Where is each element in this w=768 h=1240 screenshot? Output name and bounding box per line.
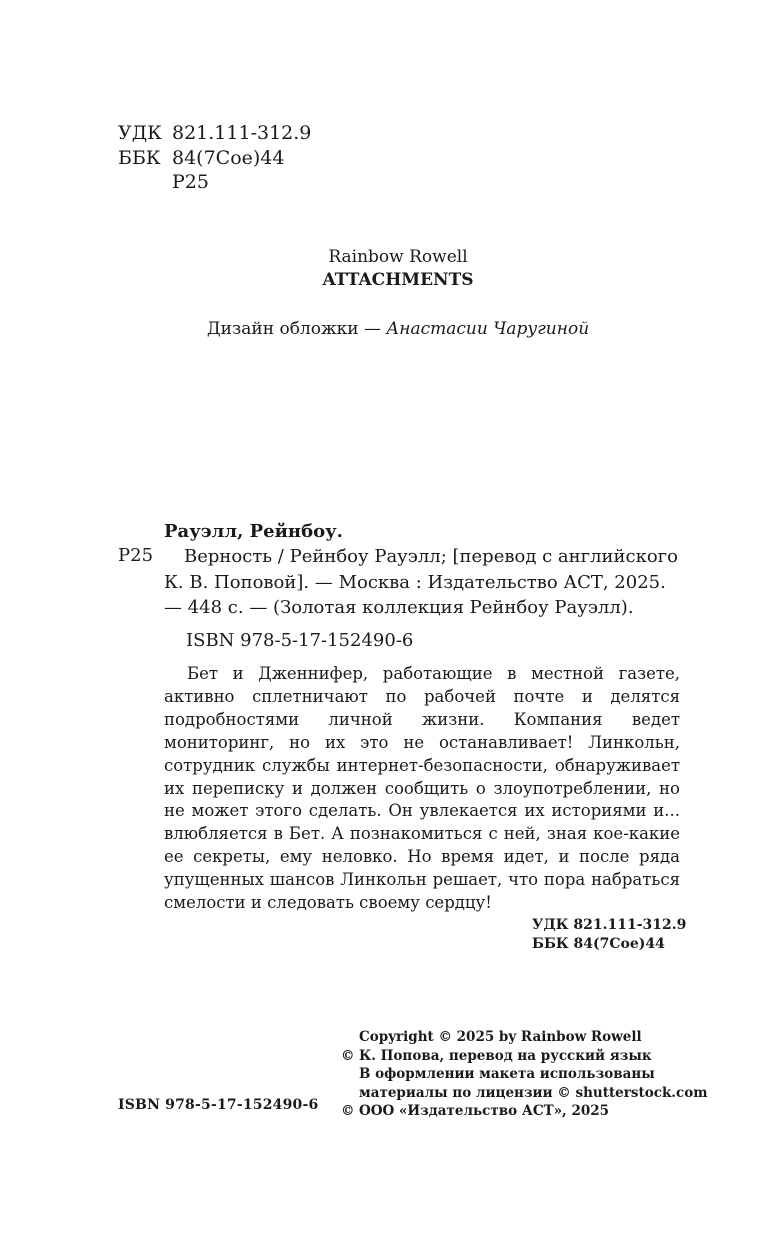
copyright-line: Copyright © 2025 by Rainbow Rowell bbox=[359, 1029, 642, 1045]
author-code-row bbox=[118, 170, 311, 195]
original-title: ATTACHMENTS bbox=[322, 270, 474, 290]
biblio-description-text: Верность / Рейнбоу Рауэлл; [перевод с английского К. В. Поповой]. — Москва : Издательство АСТ, 2025. — 448 с. — (Золотая коллекция Рейнбоу Рауэлл). bbox=[164, 546, 678, 618]
copyright-line: В оформлении макета использованы bbox=[359, 1066, 655, 1082]
isbn-bottom: ISBN 978-5-17-152490-6 bbox=[118, 1097, 319, 1113]
copyright-line: © К. Попова, перевод на русский язык bbox=[341, 1047, 652, 1064]
classification-right bbox=[532, 916, 686, 954]
classification-block bbox=[118, 121, 311, 195]
annotation bbox=[164, 663, 680, 915]
copyright-block bbox=[341, 1028, 708, 1121]
bbk-value: 84(7Сое)44 bbox=[172, 146, 285, 169]
original-author: Rainbow Rowell bbox=[328, 247, 468, 267]
biblio-description bbox=[164, 544, 680, 621]
cover-design-prefix: Дизайн обложки — bbox=[206, 319, 387, 339]
biblio-author-heading: Рауэлл, Рейнбоу. bbox=[164, 521, 343, 542]
bbk-right: ББК 84(7Сое)44 bbox=[532, 936, 665, 952]
bbk-label: ББК bbox=[118, 146, 161, 169]
original-edition bbox=[0, 246, 768, 292]
annotation-text: Бет и Дженнифер, работающие в местной газете, активно сплетничают по рабочей почте и делятся подробностями личной жизни. Компания ведет мониторинг, но их это не останавливает! Линкольн, сотрудник службы интернет-безопасности, обнаруживает их переписку и должен сообщить о злоупотреблении, но не может этого сделать. Он увлекается их историями и... влюбляется в Бет. А познакомиться с ней, зная кое-какие ее секреты, ему неловко. Но время идет, и после ряда упущенных шансов Линкольн решает, что пора набраться смелости и следовать своему сердцу! bbox=[164, 664, 680, 913]
bbk-row bbox=[118, 146, 311, 171]
udk-label: УДК bbox=[118, 122, 162, 144]
udk-value: 821.111-312.9 bbox=[172, 122, 312, 144]
udk-row bbox=[118, 121, 311, 146]
copyright-line: материалы по лицензии © shutterstock.com bbox=[359, 1084, 708, 1101]
udk-right: УДК 821.111-312.9 bbox=[532, 917, 687, 933]
cover-designer-name: Анастасии Чаругиной bbox=[386, 319, 590, 339]
isbn-main: ISBN 978-5-17-152490-6 bbox=[186, 630, 414, 651]
copyright-line: © ООО «Издательство АСТ», 2025 bbox=[341, 1103, 610, 1119]
cover-design-credit bbox=[0, 318, 768, 340]
biblio-author-code: Р25 bbox=[118, 545, 154, 566]
author-code: Р25 bbox=[172, 171, 209, 193]
